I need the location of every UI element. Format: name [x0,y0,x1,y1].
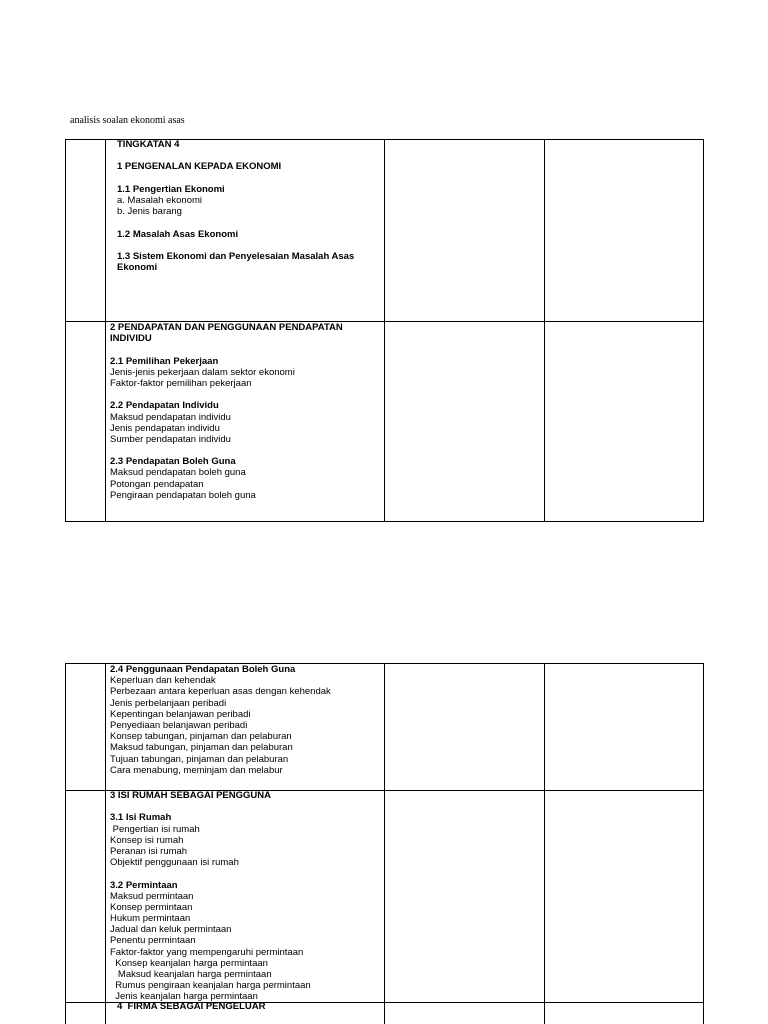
content-line: INDIVIDU [110,333,152,345]
notes-cell [385,140,545,321]
content-line: Maksud pendapatan individu [110,411,231,423]
content-line: b. Jenis barang [117,206,182,218]
topic-content [117,140,384,273]
content-line: Perbezaan antara keperluan asas dengan kehendak [110,686,331,698]
index-cell [66,322,106,521]
content-line [117,240,384,251]
content-line: 2.3 Pendapatan Boleh Guna [110,456,236,468]
content-line: 3 ISI RUMAH SEBAGAI PENGGUNA [110,791,271,801]
content-line: 2.2 Pendapatan Individu [110,400,219,412]
content-line: Konsep isi rumah [110,834,184,846]
content-line: Rumus pengiraan keanjalan harga permintaan [110,980,311,992]
content-line: Potongan pendapatan [110,478,204,490]
topic-content [110,322,384,501]
topic-cell [106,1003,385,1024]
content-line [110,801,384,812]
topic-cell [106,791,385,1002]
content-line: 2.1 Pemilihan Pekerjaan [110,355,219,367]
content-line: Maksud tabungan, pinjaman dan pelaburan [110,742,293,754]
remarks-cell [545,664,703,790]
content-line: Penyediaan belanjawan peribadi [110,719,248,731]
content-line: Konsep keanjalan harga permintaan [110,957,268,969]
content-line: Maksud permintaan [110,890,194,902]
content-line: Cara menabung, meminjam dan melabur [110,764,283,776]
notes-cell [385,1003,545,1024]
topic-cell [106,664,385,790]
index-cell [66,664,106,790]
topic-content [110,791,384,1002]
content-line: Maksud pendapatan boleh guna [110,467,246,479]
content-line: 2 PENDAPATAN DAN PENGGUNAAN PENDAPATAN [110,322,343,333]
content-line: Jenis pendapatan individu [110,422,220,434]
remarks-cell [545,791,703,1002]
content-line [110,389,384,400]
content-line: Faktor-faktor pemilihan pekerjaan [110,377,252,389]
content-line: Kepentingan belanjawan peribadi [110,708,251,720]
table-row [65,139,704,321]
notes-cell [385,322,545,521]
remarks-cell [545,1003,703,1024]
content-line: Jenis perbelanjaan peribadi [110,697,227,709]
table-row [65,790,704,1002]
content-line: Jadual dan keluk permintaan [110,924,232,936]
topics-table-2 [65,663,704,1024]
content-line: 1.1 Pengertian Ekonomi [117,183,225,195]
content-line: Ekonomi [117,262,158,274]
content-line: Konsep permintaan [110,901,193,913]
content-line: Maksud keanjalan harga permintaan [110,969,272,980]
content-line: 1 PENGENALAN KEPADA EKONOMI [117,161,282,173]
content-line: Objektif penggunaan isi rumah [110,857,239,869]
content-line: Faktor-faktor yang mempengaruhi permintaan [110,946,304,958]
content-line [110,344,384,355]
content-line: Jenis-jenis pekerjaan dalam sektor ekonomi [110,366,295,378]
content-line [110,868,384,879]
remarks-cell [545,322,703,521]
content-line: a. Masalah ekonomi [117,194,203,206]
content-line: 4 FIRMA SEBAGAI PENGELUAR [117,1003,266,1012]
content-line: Sumber pendapatan individu [110,433,231,445]
remarks-cell [545,140,703,321]
topic-cell [106,322,385,521]
content-line [117,150,384,161]
table-row [65,663,704,790]
content-line: 3.2 Permintaan [110,879,178,891]
content-line: Jenis keanjalan harga permintaan [110,991,258,1002]
content-line: 1.3 Sistem Ekonomi dan Penyelesaian Masalah Asas [117,250,355,262]
notes-cell [385,791,545,1002]
content-line: 1.2 Masalah Asas Ekonomi [117,228,239,240]
content-line: Keperluan dan kehendak [110,675,216,687]
content-line: 2.4 Penggunaan Pendapatan Boleh Guna [110,664,296,675]
table-row [65,321,704,522]
content-line [117,217,384,228]
content-line: Penentu permintaan [110,935,196,947]
content-line: Pengiraan pendapatan boleh guna [110,489,256,501]
notes-cell [385,664,545,790]
topic-cell [106,140,385,321]
content-line: Hukum permintaan [110,913,191,925]
topic-content [110,664,384,776]
index-cell [66,1003,106,1024]
content-line: 3.1 Isi Rumah [110,812,172,824]
table-row [65,1002,704,1024]
content-line [117,173,384,184]
content-line: Konsep tabungan, pinjaman dan pelaburan [110,731,292,743]
content-line: Peranan isi rumah [110,845,188,857]
content-line: Pengertian isi rumah [110,823,200,835]
index-cell [66,140,106,321]
content-line [110,445,384,456]
content-line: TINGKATAN 4 [117,140,180,150]
document-title: analisis soalan ekonomi asas [70,115,185,126]
content-line: Tujuan tabungan, pinjaman dan pelaburan [110,753,289,765]
index-cell [66,791,106,1002]
topic-content [117,1003,384,1012]
topics-table-1 [65,139,704,522]
